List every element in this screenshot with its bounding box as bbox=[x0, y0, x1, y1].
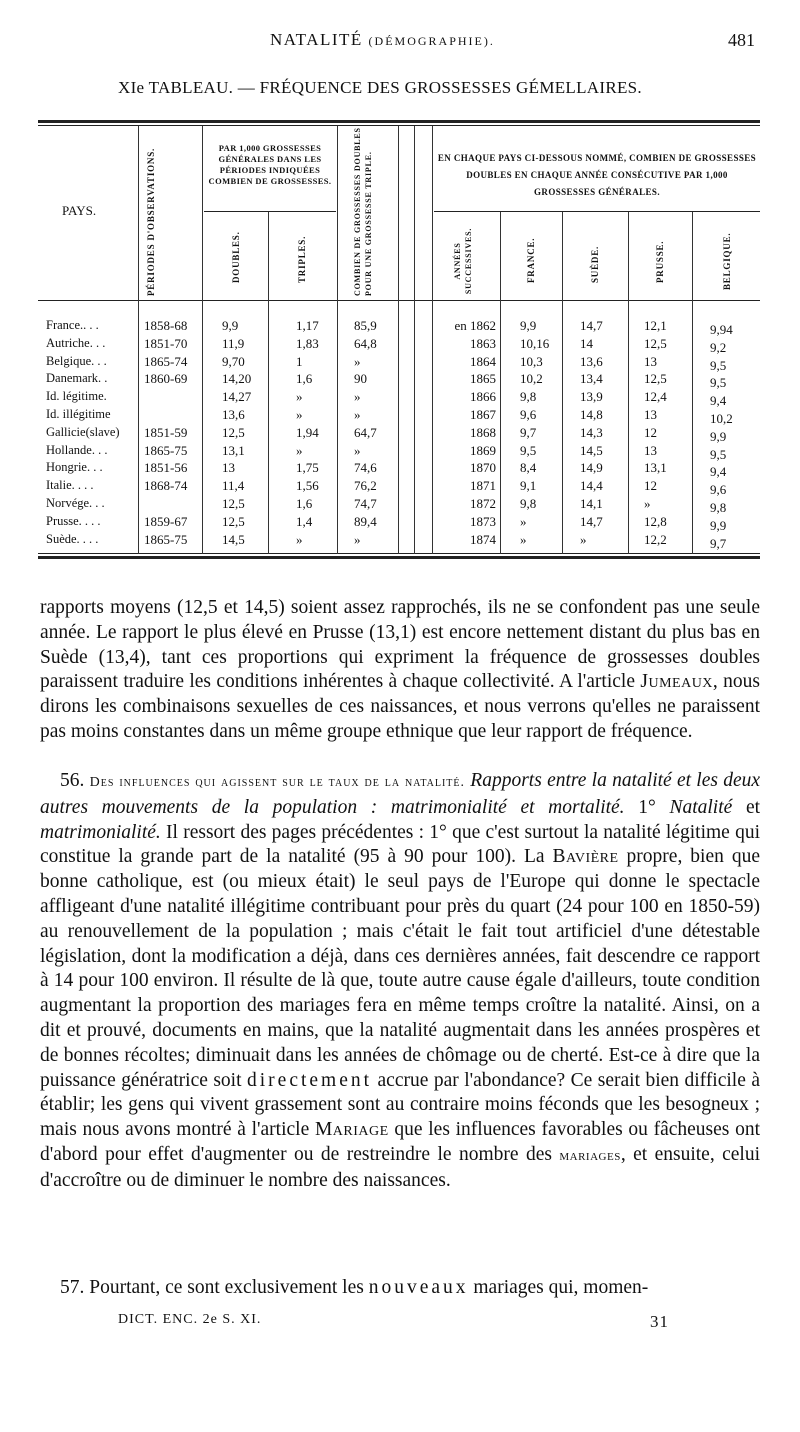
cell-suede: 14,7 bbox=[580, 513, 603, 529]
cell-annee: 1869 bbox=[470, 442, 496, 458]
cell-france: 10,16 bbox=[520, 335, 550, 351]
header-france: FRANCE. bbox=[526, 237, 536, 283]
col-divider bbox=[562, 212, 563, 554]
cell-prusse: » bbox=[644, 496, 651, 511]
cell-doubles: 14,20 bbox=[222, 371, 252, 387]
running-title-main: NATALITÉ bbox=[270, 30, 363, 49]
cell-pays: Gallicie(slave) bbox=[46, 424, 120, 439]
header-group1: PAR 1,000 GROSSESSES GÉNÉRALES DANS LES PÉRIODES INDIQUÉES COMBIEN DE GROSSESSES. bbox=[208, 143, 332, 186]
cell-prusse: 12,2 bbox=[644, 531, 667, 547]
section-heading-56: Des influences qui agissent sur le taux de la natalité. bbox=[89, 775, 466, 790]
cell-periode: 1865-74 bbox=[144, 353, 188, 369]
cell-prusse: 12,5 bbox=[644, 371, 667, 387]
cell-france: 10,2 bbox=[520, 371, 543, 387]
cell-doubles: 9,70 bbox=[222, 353, 245, 369]
table-title: XIe TABLEAU. — FRÉQUENCE DES GROSSESSES GÉMELLAIRES. bbox=[118, 78, 642, 97]
cell-ratio: » bbox=[354, 389, 361, 405]
cell-belgique: 9,4 bbox=[710, 464, 727, 480]
cell-suede: 14,4 bbox=[580, 478, 603, 494]
cell-doubles: 9,9 bbox=[222, 318, 239, 333]
footer-signature: DICT. ENC. 2e S. XI. bbox=[118, 1312, 262, 1327]
header-group2: EN CHAQUE PAYS CI-DESSOUS NOMMÉ, COMBIEN DE GROSSESSES DOUBLES EN CHAQUE ANNÉE CONSÉCUTIVE PAR 1,000 GROSSESSES GÉNÉRALES. bbox=[437, 153, 757, 197]
col-divider bbox=[337, 126, 338, 554]
col-divider bbox=[692, 212, 693, 554]
cell-suede: 14,3 bbox=[580, 424, 603, 440]
cell-belgique: 9,6 bbox=[710, 482, 727, 498]
p3-text-b: mariages qui, momen- bbox=[473, 1277, 649, 1298]
cell-ratio: » bbox=[354, 353, 361, 369]
p2-text-e: , et ensuite, celui d'accroître ou de diminuer le nombre des naissances. bbox=[40, 1143, 761, 1191]
cell-france: 9,8 bbox=[520, 389, 537, 405]
cell-prusse: 12,4 bbox=[644, 389, 667, 405]
header-annees: ANNÉES SUCCESSIVES. bbox=[453, 227, 473, 295]
sub-title-et: et bbox=[745, 796, 761, 818]
cell-suede: 14,9 bbox=[580, 460, 603, 476]
p1-smallcaps: Jumeaux bbox=[640, 671, 713, 693]
cell-triples: 1 bbox=[296, 353, 303, 369]
cell-pays: Belgique. . . bbox=[46, 353, 107, 368]
cell-doubles: 13 bbox=[222, 460, 235, 476]
header-combien: COMBIEN DE GROSSESSES DOUBLES POUR UNE GROSSESSE TRIPLE. bbox=[353, 127, 373, 296]
cell-triples: » bbox=[296, 442, 303, 458]
cell-periode: 1851-56 bbox=[144, 460, 188, 476]
p2-text-a: Il ressort des pages précédentes : 1° que c'est surtout la natalité légitime qui constitue la grande part de la natalité (95 à 90 pour 100). La bbox=[40, 821, 760, 868]
cell-annee: 1863 bbox=[470, 335, 496, 351]
cell-doubles: 14,5 bbox=[222, 531, 245, 547]
paragraph-56 bbox=[40, 769, 760, 1194]
p3-spaced-nouveaux: nouveaux bbox=[368, 1277, 469, 1298]
cell-france: 8,4 bbox=[520, 460, 537, 476]
group1-underline bbox=[204, 211, 336, 212]
cell-pays: Italie. . . . bbox=[46, 478, 94, 493]
col-divider bbox=[628, 212, 629, 554]
cell-belgique: 9,5 bbox=[710, 357, 727, 373]
cell-belgique: 9,7 bbox=[710, 535, 727, 551]
cell-france: » bbox=[520, 531, 527, 547]
cell-belgique: 9,5 bbox=[710, 446, 727, 462]
header-periodes: PÉRIODES D'OBSERVATIONS. bbox=[146, 147, 156, 296]
cell-periode: 1851-59 bbox=[144, 424, 188, 440]
cell-doubles: 13,1 bbox=[222, 442, 245, 458]
cell-prusse: 12,5 bbox=[644, 335, 667, 351]
cell-prusse: 12,1 bbox=[644, 318, 667, 333]
p3-text-a: 57. Pourtant, ce sont exclusivement les bbox=[60, 1277, 364, 1298]
cell-prusse: 13 bbox=[644, 407, 657, 422]
cell-annee: en 1862 bbox=[454, 318, 496, 333]
cell-belgique: 9,9 bbox=[710, 517, 727, 533]
col-divider bbox=[500, 212, 501, 554]
cell-ratio: 64,7 bbox=[354, 424, 377, 440]
cell-suede: 13,4 bbox=[580, 371, 603, 387]
table-top-rule-thin bbox=[38, 125, 760, 126]
cell-france: 9,9 bbox=[520, 318, 537, 333]
cell-annee: 1866 bbox=[470, 389, 496, 405]
cell-france: 9,8 bbox=[520, 496, 537, 511]
cell-ratio: » bbox=[354, 531, 361, 547]
cell-ratio: 64,8 bbox=[354, 335, 377, 351]
cell-pays: Prusse. . . . bbox=[46, 513, 101, 528]
cell-france: 9,7 bbox=[520, 424, 537, 440]
p2-smallcaps-baviere: Bavière bbox=[552, 846, 619, 868]
col-divider bbox=[268, 212, 269, 554]
col-divider bbox=[202, 126, 203, 554]
cell-triples: 1,17 bbox=[296, 318, 319, 333]
cell-annee: 1865 bbox=[470, 371, 496, 387]
cell-annee: 1868 bbox=[470, 424, 496, 440]
header-prusse: PRUSSE. bbox=[655, 240, 665, 283]
cell-annee: 1873 bbox=[470, 513, 496, 529]
cell-annee: 1874 bbox=[470, 531, 496, 547]
p2-text-d: que les influences favorables ou fâcheuses ont d'abord pour effet d'augmenter ou de restreindre le nombre des bbox=[40, 1119, 761, 1165]
p2-smallcaps-mariage: Mariage bbox=[314, 1119, 389, 1141]
header-pays: PAYS. bbox=[62, 203, 97, 218]
cell-ratio: 89,4 bbox=[354, 513, 377, 529]
cell-triples: » bbox=[296, 407, 303, 422]
table-header-rule bbox=[38, 300, 760, 301]
cell-suede: 14,5 bbox=[580, 442, 603, 458]
page-number: 481 bbox=[728, 30, 755, 50]
cell-suede: 14 bbox=[580, 335, 593, 351]
cell-pays: Hollande. . . bbox=[46, 442, 108, 457]
cell-triples: » bbox=[296, 531, 303, 547]
cell-ratio: 90 bbox=[354, 371, 367, 387]
cell-suede: 14,8 bbox=[580, 407, 603, 422]
col-divider bbox=[138, 126, 139, 554]
running-title bbox=[270, 30, 495, 50]
header-triples: TRIPLES. bbox=[297, 235, 307, 283]
cell-doubles: 12,5 bbox=[222, 496, 245, 511]
cell-periode: 1865-75 bbox=[144, 442, 188, 458]
cell-belgique: 9,9 bbox=[710, 428, 727, 444]
cell-triples: 1,4 bbox=[296, 513, 313, 529]
cell-ratio: 76,2 bbox=[354, 478, 377, 494]
cell-triples: » bbox=[296, 389, 303, 405]
cell-ratio: 74,7 bbox=[354, 496, 377, 511]
cell-pays: Id. illégitime bbox=[46, 407, 111, 421]
cell-ratio: 74,6 bbox=[354, 460, 377, 476]
cell-doubles: 12,5 bbox=[222, 513, 245, 529]
cell-pays: Danemark. . bbox=[46, 371, 108, 386]
cell-prusse: 13,1 bbox=[644, 460, 667, 476]
col-divider bbox=[398, 126, 399, 554]
cell-periode: 1859-67 bbox=[144, 513, 188, 529]
cell-ratio: 85,9 bbox=[354, 318, 377, 333]
cell-doubles: 12,5 bbox=[222, 424, 245, 440]
cell-periode: 1858-68 bbox=[144, 318, 188, 333]
cell-doubles: 14,27 bbox=[222, 389, 252, 405]
cell-triples: 1,6 bbox=[296, 496, 313, 511]
cell-france: 9,6 bbox=[520, 407, 537, 422]
p2-text-c: accrue par l'abondance? Ce serait bien difficile à établir; les gens qui vivent grassement sont au contraire moins féconds que les besogneux ; mais nous avons montré à l'article bbox=[40, 1069, 760, 1141]
cell-pays: France.. . . bbox=[46, 318, 99, 332]
cell-belgique: 9,4 bbox=[710, 393, 727, 409]
p2-spaced-directement: directement bbox=[247, 1069, 373, 1091]
cell-suede: » bbox=[580, 531, 587, 547]
cell-triples: 1,83 bbox=[296, 335, 319, 351]
cell-triples: 1,75 bbox=[296, 460, 319, 476]
header-doubles: DOUBLES. bbox=[231, 231, 241, 283]
cell-france: 9,5 bbox=[520, 442, 537, 458]
cell-pays: Suède. . . . bbox=[46, 531, 99, 546]
cell-belgique: 10,2 bbox=[710, 411, 733, 426]
sub-number: 1° bbox=[638, 796, 656, 818]
cell-belgique: 9,94 bbox=[710, 322, 733, 337]
cell-prusse: 12 bbox=[644, 424, 657, 440]
group2-underline bbox=[434, 211, 760, 212]
cell-doubles: 11,9 bbox=[222, 335, 245, 351]
cell-prusse: 13 bbox=[644, 353, 657, 369]
section-number-56: 56. bbox=[60, 770, 85, 791]
cell-periode: 1851-70 bbox=[144, 335, 188, 351]
cell-triples: 1,6 bbox=[296, 371, 313, 387]
col-divider bbox=[432, 126, 433, 554]
footer-sheet-number: 31 bbox=[650, 1312, 669, 1331]
cell-annee: 1870 bbox=[470, 460, 496, 476]
cell-france: » bbox=[520, 513, 527, 529]
cell-annee: 1871 bbox=[470, 478, 496, 494]
cell-belgique: 9,5 bbox=[710, 375, 727, 391]
cell-annee: 1872 bbox=[470, 496, 496, 511]
table-bottom-rule-thick bbox=[38, 556, 760, 559]
cell-annee: 1867 bbox=[470, 407, 496, 422]
cell-ratio: » bbox=[354, 407, 361, 422]
cell-prusse: 12 bbox=[644, 478, 657, 494]
cell-suede: 14,1 bbox=[580, 496, 603, 511]
cell-belgique: 9,8 bbox=[710, 500, 727, 515]
cell-periode: 1860-69 bbox=[144, 371, 188, 387]
table-bottom-rule bbox=[38, 553, 760, 554]
sub-title-matrimonialite: matrimonialité. bbox=[40, 821, 161, 843]
header-belgique: BELGIQUE. bbox=[722, 232, 732, 290]
paragraph-57 bbox=[40, 1276, 760, 1301]
cell-suede: 13,6 bbox=[580, 353, 603, 369]
p2-text-b: propre, bien que bonne catholique, est (ou mieux était) le seul pays de l'Europe qui donne le spectacle affligeant d'une natalité illégitime contribuant pour près du quart (24 pour 100 en 1850-59) au renouvellement de la population ; mais c'était le fait tout artificiel d'une détestable législation, dont la modification a déjà, dans ces dernières années, fait descendre ce rapport à 14 pour 100 environ. Il résulte de là que, toute autre cause égale d'ailleurs, toute condition augmentant la proportion des mariages fera en même temps croître la natalité. Ainsi, on a dit et prouvé, documents en mains, que la natalité augmentait dans les années prospères et de bonnes récoltes; diminuait dans les années de chômage ou de cherté. Est-ce à dire que la puissance génératrice soit bbox=[40, 846, 761, 1091]
p1-text-end: , nous dirons les combinaisons sexuelles de ces naissances, et nous verrons qu'elles ne paraissent pas moins constantes dans un même groupe ethnique que leur rapport de fréquence. bbox=[40, 671, 761, 742]
p1-text: rapports moyens (12,5 et 14,5) soient assez rapprochés, ils ne se confondent pas une seule année. Le rapport le plus élevé en Prusse (13,1) est encore nettement distant du plus bas en Suède (13,4), tant ces proportions qui expriment la fréquence de grossesses doubles paraissent traduire les conditions inhérentes à chaque collectivité. A l'article bbox=[40, 597, 760, 693]
col-divider bbox=[414, 126, 415, 554]
cell-pays: Id. légitime. bbox=[46, 389, 107, 404]
cell-pays: Autriche. . . bbox=[46, 335, 106, 350]
cell-triples: 1,56 bbox=[296, 478, 319, 494]
cell-suede: 14,7 bbox=[580, 318, 603, 333]
section-subheading-56: Rapports entre la natalité et les deux autres mouvements de la population : matrimonialité et mortalité. bbox=[40, 770, 761, 818]
cell-doubles: 13,6 bbox=[222, 407, 245, 422]
cell-periode: 1865-75 bbox=[144, 531, 188, 547]
cell-france: 9,1 bbox=[520, 478, 537, 494]
cell-prusse: 12,8 bbox=[644, 513, 667, 529]
table-top-rule bbox=[38, 120, 760, 123]
cell-prusse: 13 bbox=[644, 442, 657, 458]
cell-ratio: » bbox=[354, 442, 361, 458]
cell-belgique: 9,2 bbox=[710, 339, 727, 355]
cell-pays: Norvége. . . bbox=[46, 496, 105, 510]
cell-periode: 1868-74 bbox=[144, 478, 188, 494]
sub-title-natalite: Natalité bbox=[669, 796, 733, 818]
running-title-sub: (DÉMOGRAPHIE). bbox=[368, 34, 495, 48]
p2-smallcaps-mariages: mariages bbox=[559, 1147, 621, 1164]
paragraph-1 bbox=[40, 596, 760, 745]
cell-pays: Hongrie. . . bbox=[46, 460, 103, 475]
cell-annee: 1864 bbox=[470, 353, 496, 369]
cell-suede: 13,9 bbox=[580, 389, 603, 405]
cell-triples: 1,94 bbox=[296, 424, 319, 440]
cell-france: 10,3 bbox=[520, 353, 543, 369]
header-suede: SUÈDE. bbox=[590, 245, 600, 283]
cell-doubles: 11,4 bbox=[222, 478, 245, 494]
